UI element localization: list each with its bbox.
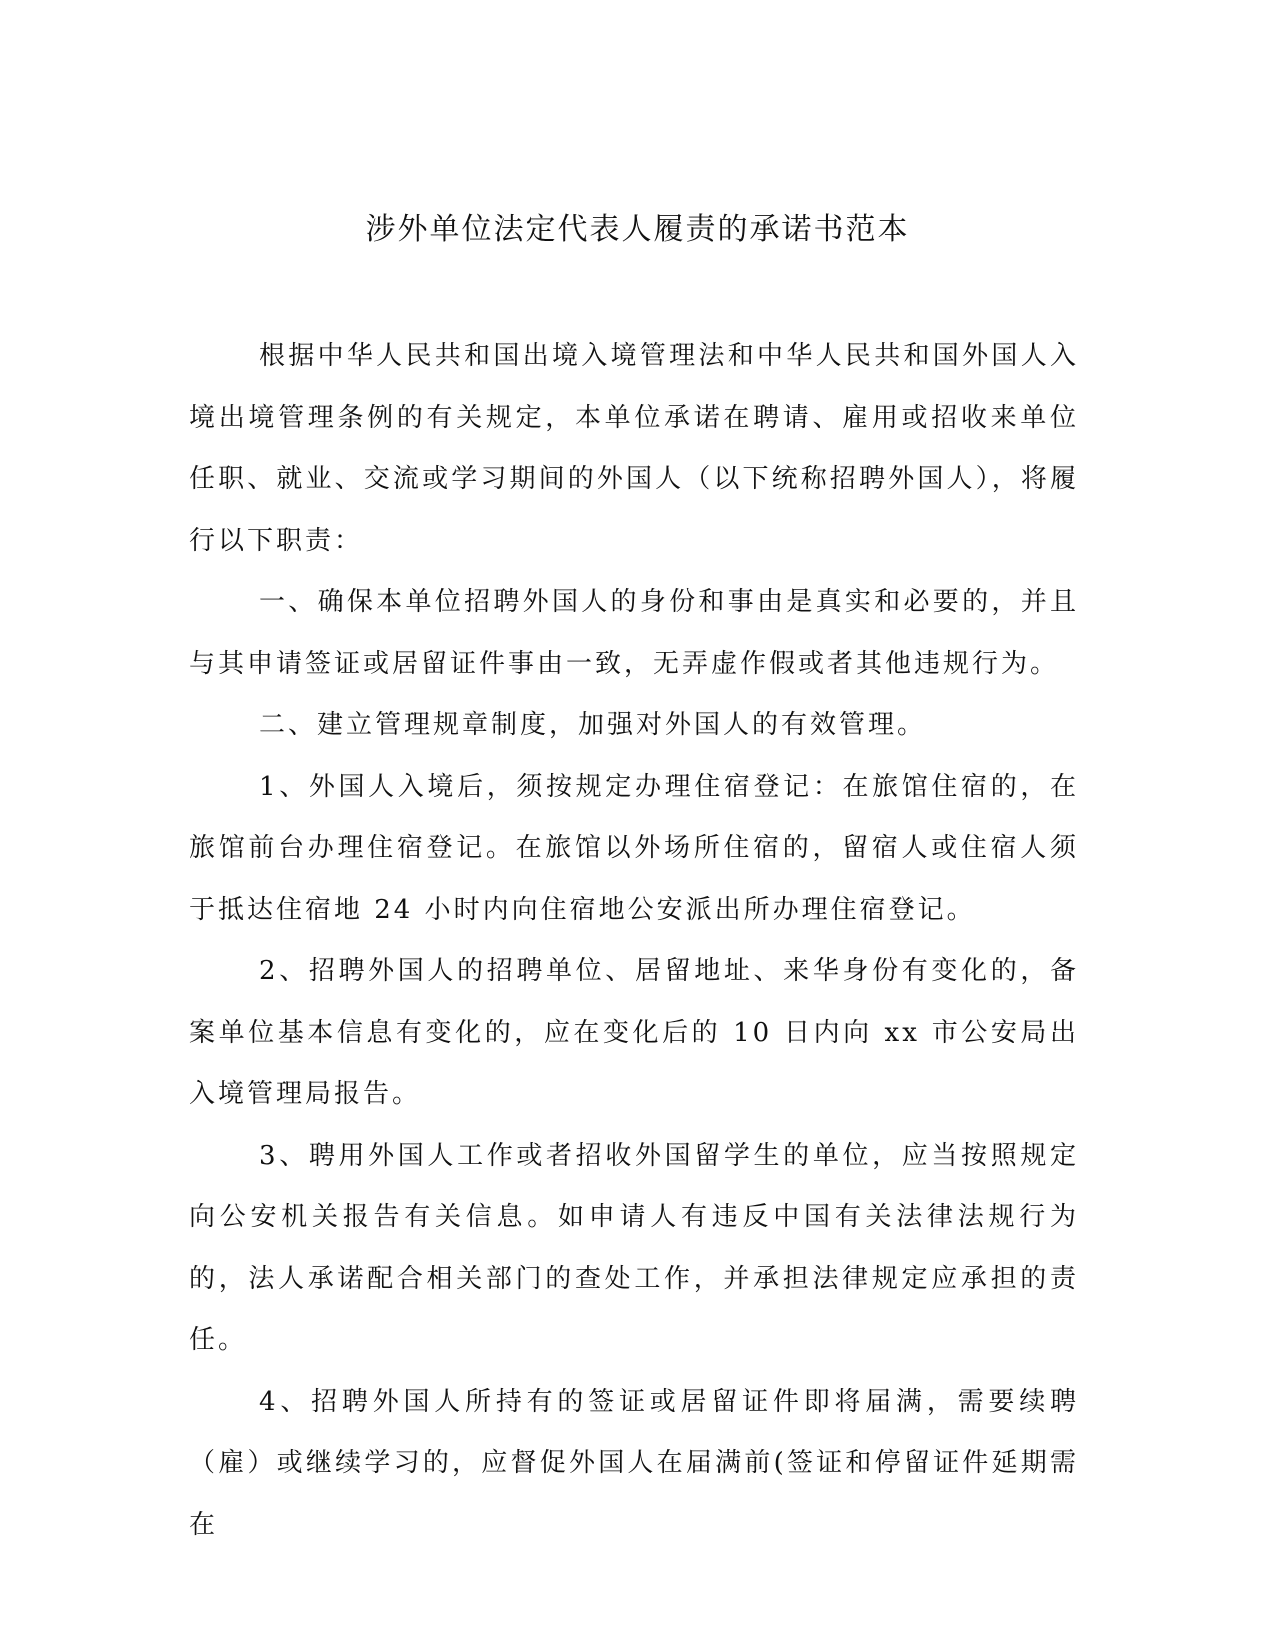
paragraph-intro: 根据中华人民共和国出境入境管理法和中华人民共和国外国人入境出境管理条例的有关规定，本单位承诺在聘请、雇用或招收来单位任职、就业、交流或学习期间的外国人（以下统称招聘外国人），将履行以下职责： [189,341,1079,556]
document-body [189,326,1079,1556]
paragraph-subitem-4: 4、招聘外国人所持有的签证或居留证件即将届满，需要续聘（雇）或继续学习的，应督促外国人在届满前(签证和停留证件延期需在 [189,1386,1079,1540]
paragraph-subitem-1: 1、外国人入境后，须按规定办理住宿登记：在旅馆住宿的，在旅馆前台办理住宿登记。在旅馆以外场所住宿的，留宿人或住宿人须于抵达住宿地 24 小时内向住宿地公安派出所办理住宿登记。 [189,771,1079,925]
paragraph-item-one: 一、确保本单位招聘外国人的身份和事由是真实和必要的，并且与其申请签证或居留证件事由一致，无弄虚作假或者其他违规行为。 [189,587,1079,679]
document-title: 涉外单位法定代表人履责的承诺书范本 [365,212,910,247]
paragraph-item-two: 二、建立管理规章制度，加强对外国人的有效管理。 [259,710,927,740]
paragraph-subitem-2: 2、招聘外国人的招聘单位、居留地址、来华身份有变化的，备案单位基本信息有变化的，应在变化后的 10 日内向 xx 市公安局出入境管理局报告。 [189,956,1079,1109]
paragraph-subitem-3: 3、聘用外国人工作或者招收外国留学生的单位，应当按照规定向公安机关报告有关信息。如申请人有违反中国有关法律法规行为的，法人承诺配合相关部门的查处工作，并承担法律规定应承担的责任。 [189,1140,1079,1355]
